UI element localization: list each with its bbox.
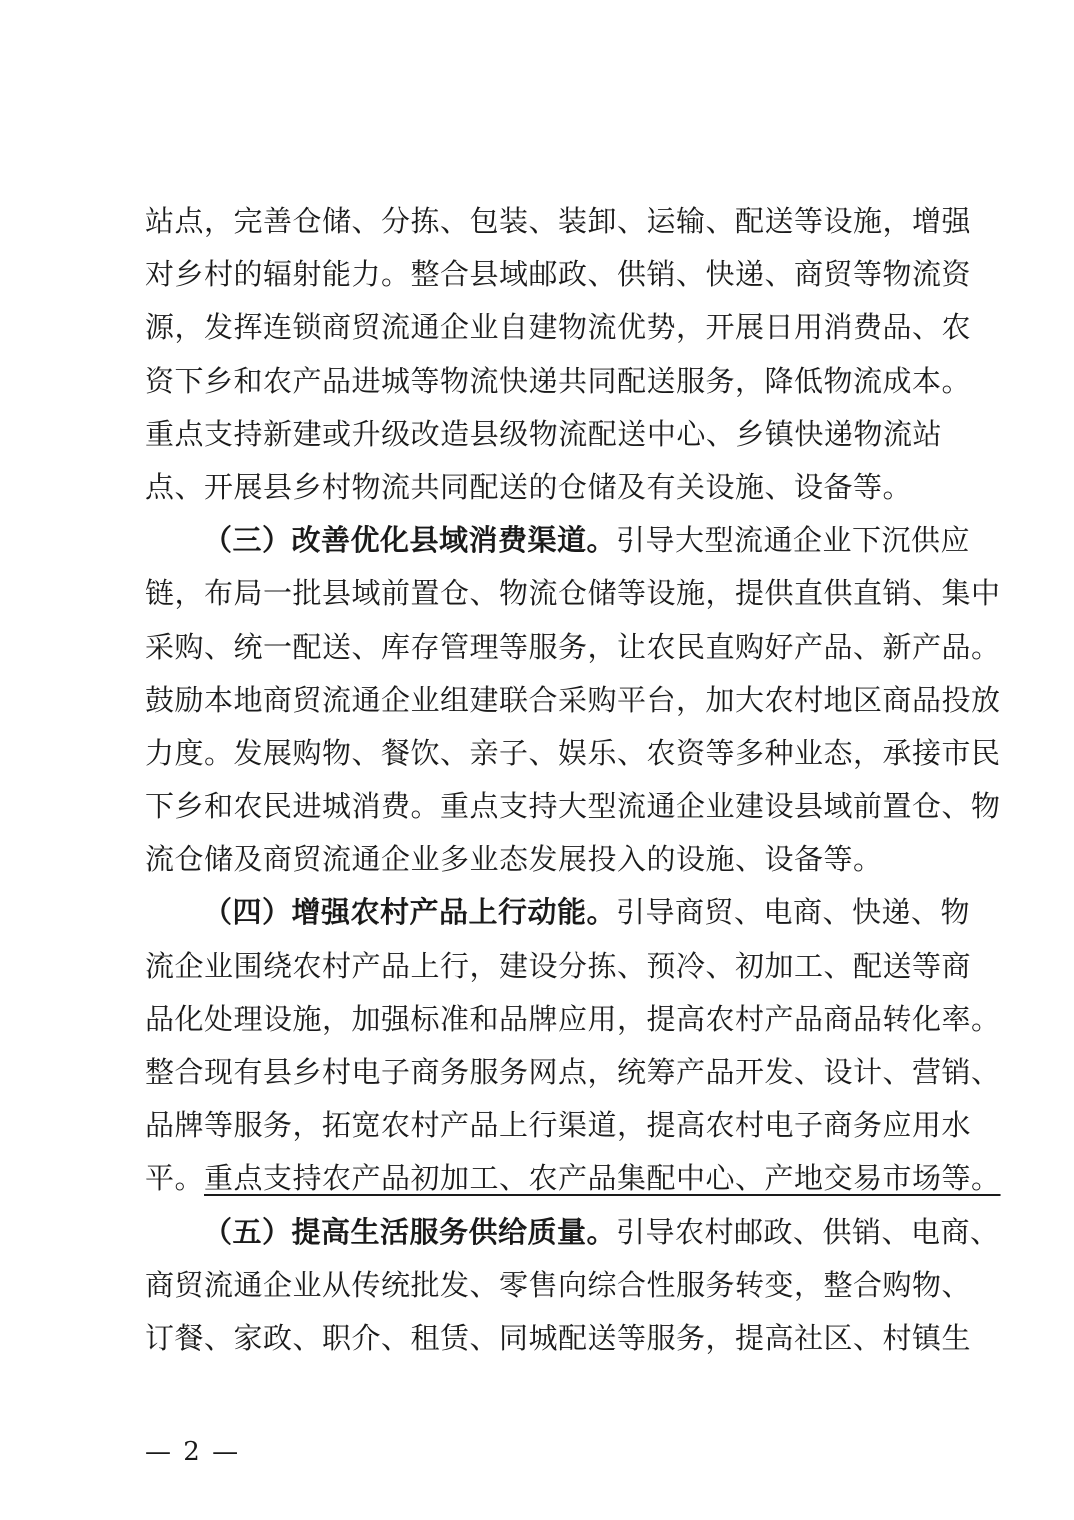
underlined-text: 重点支持农产品初加工、农产品集配中心、产地交易市场等。 bbox=[204, 1161, 1001, 1196]
section-heading: （三）改善优化县域消费渠道。 bbox=[203, 523, 617, 558]
text-line: 重点支持新建或升级改造县级物流配送中心、乡镇快递物流站 bbox=[145, 416, 942, 451]
text-line: 资下乡和农产品进城等物流快递共同配送服务，降低物流成本。 bbox=[145, 363, 972, 398]
text-line: 采购、统一配送、库存管理等服务，让农民直购好产品、新产品。 bbox=[145, 629, 1001, 664]
text-line: 点、开展县乡村物流共同配送的仓储及有关设施、设备等。 bbox=[145, 469, 913, 504]
text-line: 商贸流通企业从传统批发、零售向综合性服务转变，整合购物、 bbox=[145, 1267, 972, 1302]
text-line bbox=[145, 514, 971, 567]
text-fragment: 引导农村邮政、供销、电商、 bbox=[616, 1214, 1000, 1249]
text-line bbox=[145, 1206, 1000, 1259]
section-heading: （四）增强农村产品上行动能。 bbox=[203, 895, 617, 930]
text-line bbox=[145, 1152, 1001, 1205]
document-body bbox=[145, 195, 1001, 1365]
text-fragment: 平。 bbox=[145, 1161, 205, 1196]
text-line: 站点，完善仓储、分拣、包装、装卸、运输、配送等设施，增强 bbox=[145, 204, 972, 238]
section-heading: （五）提高生活服务供给质量。 bbox=[203, 1214, 617, 1249]
text-line: 品化处理设施，加强标准和品牌应用，提高农村产品商品转化率。 bbox=[145, 1001, 1001, 1036]
text-line: 链，布局一批县域前置仓、物流仓储等设施，提供直供直销、集中 bbox=[145, 576, 1001, 611]
text-fragment: 引导商贸、电商、快递、物 bbox=[616, 895, 971, 930]
paragraph-consumption-channels bbox=[145, 514, 1001, 886]
paragraph-rural-products bbox=[145, 886, 1001, 1205]
text-line: 鼓励本地商贸流通企业组建联合采购平台，加大农村地区商品投放 bbox=[145, 682, 1001, 717]
text-line bbox=[145, 886, 971, 939]
text-line: 力度。发展购物、餐饮、亲子、娱乐、农资等多种业态，承接市民 bbox=[145, 735, 1001, 770]
text-line: 品牌等服务，拓宽农村产品上行渠道，提高农村电子商务应用水 bbox=[145, 1108, 972, 1143]
text-line: 整合现有县乡村电子商务服务网点，统筹产品开发、设计、营销、 bbox=[145, 1055, 1001, 1089]
text-line: 源，发挥连锁商贸流通企业自建物流优势，开展日用消费品、农 bbox=[145, 310, 972, 345]
paragraph-life-services bbox=[145, 1206, 1000, 1366]
text-fragment: 引导大型流通企业下沉供应 bbox=[616, 523, 971, 558]
paragraph-logistics bbox=[145, 195, 972, 514]
text-line: 流企业围绕农村产品上行，建设分拣、预冷、初加工、配送等商 bbox=[145, 948, 972, 983]
text-line: 订餐、家政、职介、租赁、同城配送等服务，提高社区、村镇生 bbox=[145, 1320, 972, 1355]
text-line: 下乡和农民进城消费。重点支持大型流通企业建设县域前置仓、物 bbox=[145, 789, 1001, 824]
text-line: 流仓储及商贸流通企业多业态发展投入的设施、设备等。 bbox=[145, 842, 883, 877]
page-number: — 2 — bbox=[145, 1437, 241, 1467]
text-line: 对乡村的辐射能力。整合县域邮政、供销、快递、商贸等物流资 bbox=[145, 257, 972, 292]
